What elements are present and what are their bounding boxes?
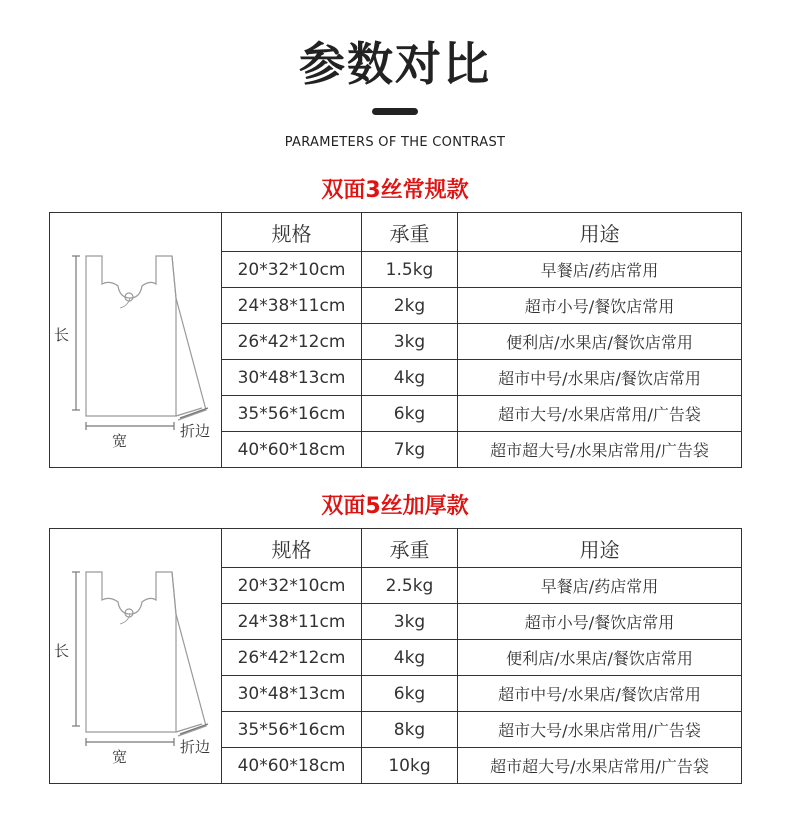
cell-size: 35*56*16cm	[222, 712, 362, 748]
table-header-row	[50, 213, 742, 252]
cell-size: 26*42*12cm	[222, 324, 362, 360]
col-header-use: 用途	[458, 529, 742, 568]
cell-load: 3kg	[362, 604, 458, 640]
cell-load: 10kg	[362, 748, 458, 784]
cell-size: 35*56*16cm	[222, 396, 362, 432]
col-header-size: 规格	[222, 213, 362, 252]
cell-use: 早餐店/药店常用	[458, 568, 742, 604]
cell-use: 超市超大号/水果店常用/广告袋	[458, 432, 742, 468]
cell-load: 2.5kg	[362, 568, 458, 604]
cell-use: 超市中号/水果店/餐饮店常用	[458, 676, 742, 712]
cell-load: 4kg	[362, 360, 458, 396]
cell-load: 4kg	[362, 640, 458, 676]
cell-use: 便利店/水果店/餐饮店常用	[458, 640, 742, 676]
cell-load: 3kg	[362, 324, 458, 360]
bag-diagram	[50, 214, 222, 466]
gusset-label: 折边	[180, 738, 211, 756]
cell-size: 20*32*10cm	[222, 568, 362, 604]
cell-use: 便利店/水果店/餐饮店常用	[458, 324, 742, 360]
width-label: 宽	[112, 748, 128, 766]
col-header-load: 承重	[362, 529, 458, 568]
cell-use: 超市大号/水果店常用/广告袋	[458, 712, 742, 748]
section-title-regular: 双面3丝常规款	[321, 178, 469, 203]
page-title: 参数对比	[299, 37, 491, 91]
cell-use: 超市超大号/水果店常用/广告袋	[458, 748, 742, 784]
cell-load: 6kg	[362, 396, 458, 432]
cell-size: 40*60*18cm	[222, 432, 362, 468]
cell-use: 超市小号/餐饮店常用	[458, 604, 742, 640]
cell-size: 20*32*10cm	[222, 252, 362, 288]
table-header-row	[50, 529, 742, 568]
col-header-use: 用途	[458, 213, 742, 252]
gusset-label: 折边	[180, 422, 211, 440]
cell-load: 2kg	[362, 288, 458, 324]
cell-size: 24*38*11cm	[222, 288, 362, 324]
length-label: 长	[54, 642, 70, 660]
spec-table-thick	[49, 528, 742, 784]
cell-size: 40*60*18cm	[222, 748, 362, 784]
width-label: 宽	[112, 432, 128, 450]
col-header-load: 承重	[362, 213, 458, 252]
cell-use: 早餐店/药店常用	[458, 252, 742, 288]
cell-load: 8kg	[362, 712, 458, 748]
cell-load: 1.5kg	[362, 252, 458, 288]
bag-diagram-cell	[50, 213, 222, 468]
cell-use: 超市小号/餐饮店常用	[458, 288, 742, 324]
cell-load: 6kg	[362, 676, 458, 712]
page-subtitle: PARAMETERS OF THE CONTRAST	[284, 135, 506, 150]
bag-diagram	[50, 530, 222, 782]
title-underline	[372, 108, 418, 115]
section-title-thick: 双面5丝加厚款	[321, 494, 469, 519]
cell-size: 24*38*11cm	[222, 604, 362, 640]
cell-load: 7kg	[362, 432, 458, 468]
cell-use: 超市中号/水果店/餐饮店常用	[458, 360, 742, 396]
cell-size: 26*42*12cm	[222, 640, 362, 676]
length-label: 长	[54, 326, 70, 344]
col-header-size: 规格	[222, 529, 362, 568]
spec-table-regular	[49, 212, 742, 468]
cell-size: 30*48*13cm	[222, 676, 362, 712]
bag-diagram-cell	[50, 529, 222, 784]
cell-use: 超市大号/水果店常用/广告袋	[458, 396, 742, 432]
cell-size: 30*48*13cm	[222, 360, 362, 396]
